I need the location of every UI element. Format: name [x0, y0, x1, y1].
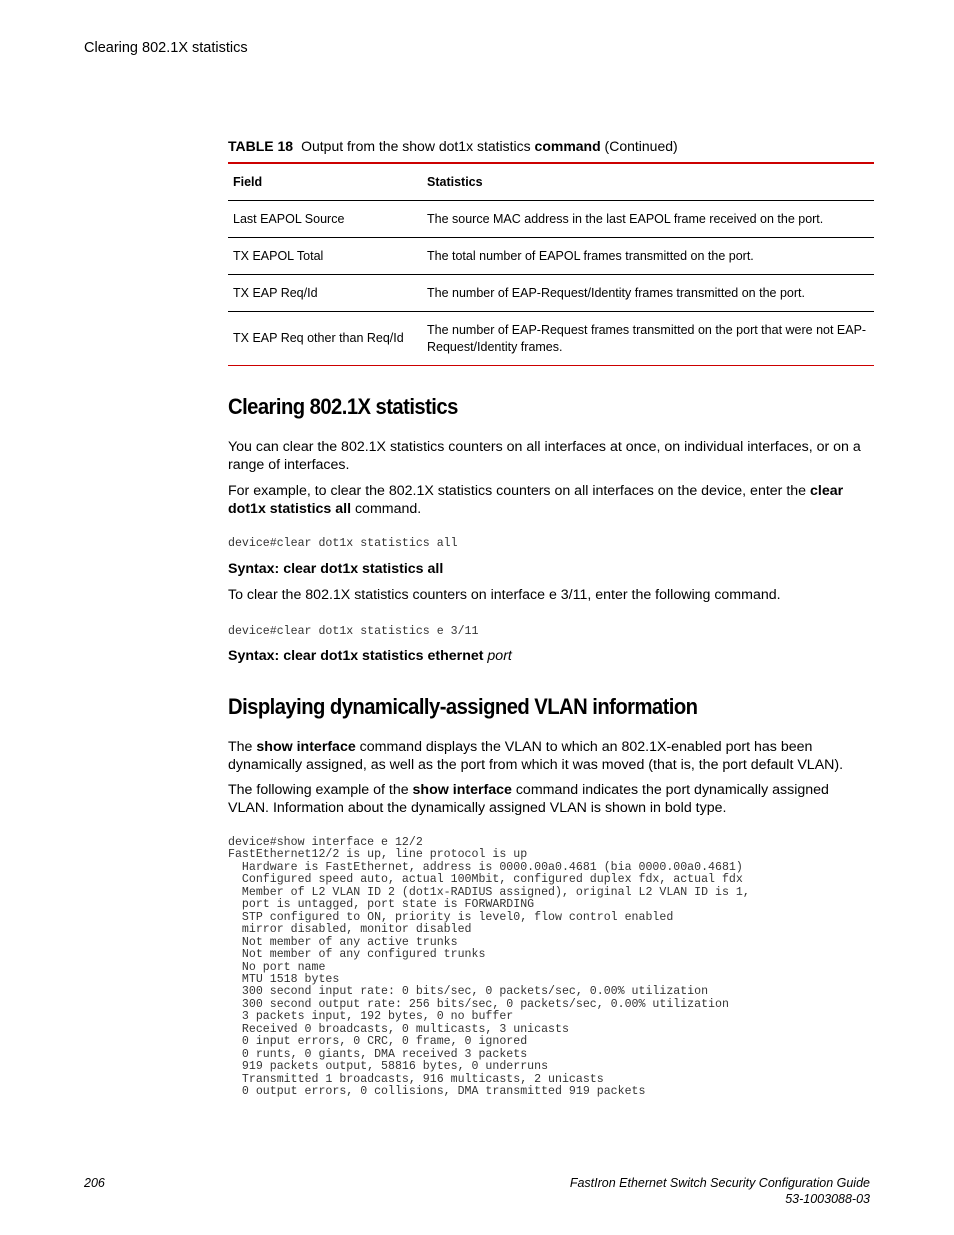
section-heading-clearing: Clearing 802.1X statistics	[228, 394, 458, 419]
table-number: TABLE 18	[228, 138, 294, 154]
paragraph-text: command indicates the port dynamically assigned VLAN. Information about the dynamically assigned VLAN is shown in bold type.	[228, 782, 829, 816]
column-header-field: Field	[228, 164, 422, 201]
field-cell: TX EAP Req other than Req/Id	[228, 312, 422, 366]
table-caption	[228, 138, 678, 154]
statistics-cell: The number of EAP-Request/Identity frames transmitted on the port.	[422, 275, 874, 312]
doc-number: 53-1003088-03	[785, 1191, 870, 1206]
field-cell: TX EAP Req/Id	[228, 275, 422, 312]
command-bold: show interface	[412, 782, 512, 798]
command-bold: show interface	[256, 739, 356, 755]
running-header: Clearing 802.1X statistics	[84, 40, 248, 56]
syntax-text: Syntax: clear dot1x statistics ethernet	[228, 648, 488, 664]
paragraph: To clear the 802.1X statistics counters on interface e 3/11, enter the following command.	[228, 587, 781, 603]
paragraph-text: command displays the VLAN to which an 802.1X-enabled port has been dynamically assigned, as well as the port from which it was moved (that is, the port default VLAN).	[228, 739, 844, 773]
caption-bold: command	[534, 138, 601, 154]
footer-guide-info	[570, 1176, 870, 1207]
code-example: device#clear dot1x statistics e 3/11	[228, 625, 479, 638]
command-bold: clear dot1x statistics all	[228, 483, 844, 517]
paragraph-text: The following example of the	[228, 782, 413, 798]
statistics-cell: The number of EAP-Request frames transmitted on the port that were not EAP-Request/Identity frames.	[422, 312, 874, 366]
table-row	[228, 312, 874, 366]
paragraph	[228, 483, 868, 518]
show-interface-output: device#show interface e 12/2 FastEthernet12/2 is up, line protocol is up Hardware is FastEthernet, address is 0000.00a0.4681 (bia 0000.00a0.4681) Configured speed auto, actual 100Mbit, configured duplex fdx, actual fdx Member of L2 VLAN ID 2 (dot1x-RADIUS assigned), original L2 VLAN ID is 1, port is untagged, port state is FORWARDING STP configured to ON, priority is level0, flow control enabled mirror disabled, monitor disabled Not member of any active trunks Not member of any configured trunks No port name MTU 1518 bytes 300 second input rate: 0 bits/sec, 0 packets/sec, 0.00% utilization 300 second output rate: 256 bits/sec, 0 packets/sec, 0.00% utilization 3 packets input, 192 bytes, 0 no buffer Received 0 broadcasts, 0 multicasts, 3 unicasts 0 input errors, 0 CRC, 0 frame, 0 ignored 0 runts, 0 giants, DMA received 3 packets 919 packets output, 58816 bytes, 0 underruns Transmitted 1 broadcasts, 916 multicasts, 2 unicasts 0 output errors, 0 collisions, DMA transmitted 919 packets	[228, 836, 750, 1099]
table-row	[228, 201, 874, 238]
paragraph-text: The	[228, 739, 257, 755]
guide-title: FastIron Ethernet Switch Security Configuration Guide	[569, 1176, 870, 1190]
table-row	[228, 275, 874, 312]
paragraph-text: command.	[351, 500, 422, 517]
page-number: 206	[84, 1176, 105, 1190]
table-row	[228, 238, 874, 275]
syntax-line	[228, 648, 512, 664]
field-cell: TX EAPOL Total	[228, 238, 422, 275]
paragraph	[228, 739, 868, 774]
paragraph	[228, 782, 868, 817]
statistics-table	[228, 162, 874, 366]
field-cell: Last EAPOL Source	[228, 201, 422, 238]
syntax-line: Syntax: clear dot1x statistics all	[228, 561, 444, 577]
paragraph: You can clear the 802.1X statistics counters on all interfaces at once, on individual interfaces, or on a range of interfaces.	[228, 439, 861, 473]
statistics-cell: The total number of EAPOL frames transmitted on the port.	[422, 238, 874, 275]
paragraph-text: For example, to clear the 802.1X statistics counters on all interfaces on the device, enter the	[228, 483, 810, 499]
statistics-cell: The source MAC address in the last EAPOL frame received on the port.	[422, 201, 874, 238]
caption-continued: (Continued)	[600, 138, 678, 154]
section-heading-vlan: Displaying dynamically-assigned VLAN information	[228, 694, 698, 719]
column-header-statistics: Statistics	[422, 164, 874, 201]
code-example: device#clear dot1x statistics all	[228, 537, 458, 550]
caption-text: Output from the show dot1x statistics	[301, 138, 535, 154]
syntax-argument: port	[487, 648, 512, 664]
